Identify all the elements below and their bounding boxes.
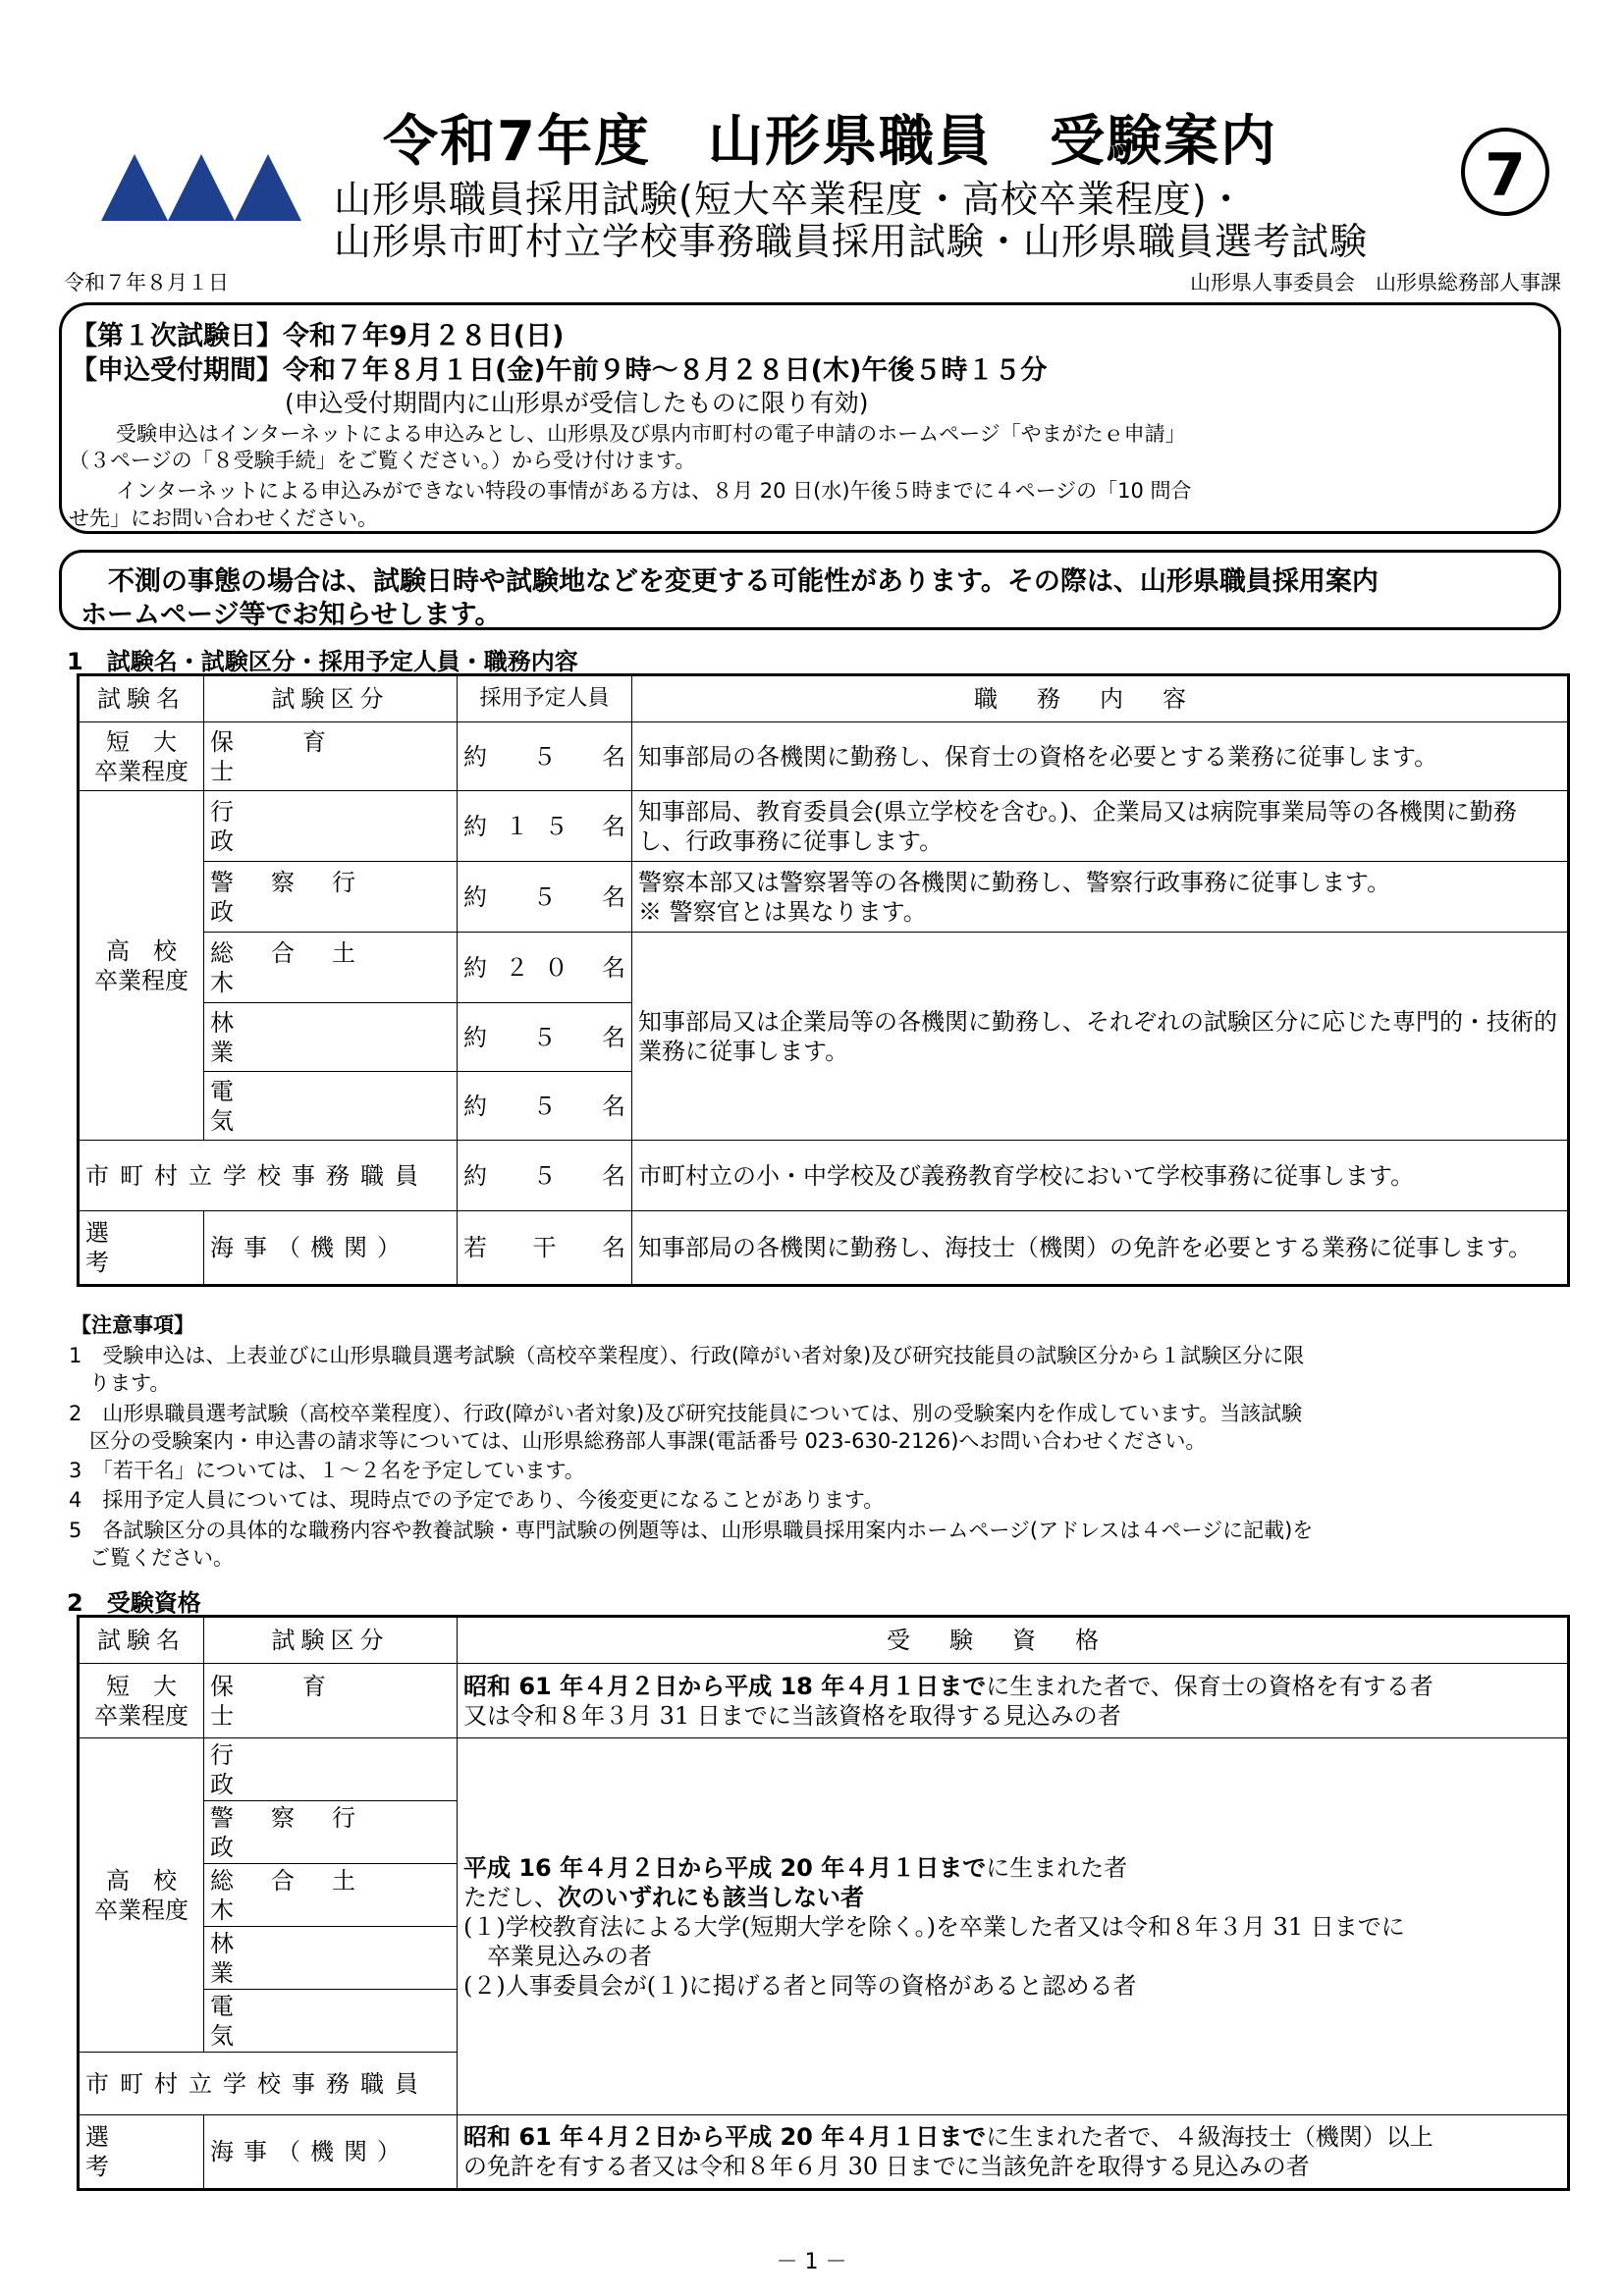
exam-name-tandai [79,722,204,791]
hires-kaiji-num: 干 [532,1234,557,1261]
duty-gyosei: 知事部局、教育委員会(県立学校を含む。)、企業局又は病院事業局等の各機関に勤務し、行政事務に従事します。 [632,791,1569,862]
exam-name-koko-2: 卒業程度 [94,1896,189,1924]
category-keisatsu-text: 警察行政 [210,1803,393,1861]
table-row [79,1141,1569,1211]
qualification-senko-line1 [463,2122,1561,2152]
section-2-heading: 2 受験資格 [67,1589,201,1617]
hires-shichoson-pre: 約 [463,1161,487,1190]
hires-hoikushi [458,722,632,791]
hires-gyosei-pre: 約 [463,812,487,840]
note-line: ご覧ください。 [69,1546,234,1570]
hires-kaiji-post: 名 [602,1234,625,1261]
subtitle-line-2: 山形県市町村立学校事務職員採用試験・山形県職員選考試験 [334,220,1369,263]
qualification-koko-rest: に生まれた者 [986,1853,1128,1882]
hires-keisatsu-post: 名 [602,882,625,911]
hires-denki-pre: 約 [463,1092,487,1120]
col-header-exam-name: 試験名 [79,675,204,722]
category-keisatsu-text: 警察行政 [210,868,393,926]
category-kaiji-text: 海事（機関） [210,1234,410,1261]
application-note: (申込受付期間内に山形県が受信したものに限り有効) [285,389,869,417]
qualification-koko-line2-a: ただし、 [463,1883,558,1911]
col-header-duties: 職務内容 [632,675,1569,722]
section-1-heading: 1 試験名・試験区分・採用予定人員・職務内容 [67,648,578,675]
category-gyosei [204,1738,458,1801]
table-row [79,933,1569,1003]
table-row [79,791,1569,862]
hires-ringyo-pre: 約 [463,1023,487,1051]
hires-hoikushi-wrap [463,742,625,772]
category-shichoson-text: 市町村立学校事務職員 [85,1161,429,1190]
qualification-senko-bold: 昭和 61 年４月２日から平成 20 年４月１日まで [463,2123,987,2151]
exam-name-koko [79,1738,204,2053]
duty-technical: 知事部局又は企業局等の各機関に勤務し、それぞれの試験区分に応じた専門的・技術的業務に従事します。 [632,933,1569,1141]
hires-shichoson-num: ５ [532,1161,557,1190]
exam-name-koko-2: 卒業程度 [94,966,189,994]
hires-denki-num: ５ [532,1092,557,1120]
table-row [79,1738,1569,1801]
hires-kaiji [458,1211,632,1286]
page-title: 令和7年度 山形県職員 受験案内 [383,110,1277,174]
info-text-1: 受験申込はインターネットによる申込みとし、山形県及び県内市町村の電子申請のホームページ「やまがたｅ申請」 [116,422,1186,446]
note-line: 2 山形県職員選考試験（高校卒業程度）、行政(障がい者対象)及び研究技能員については、別の受験案内を作成しています。当該試験 [69,1402,1303,1425]
hires-doboku-post: 名 [602,953,625,982]
category-denki [204,1990,458,2053]
category-denki-text: 電気 [210,1992,412,2050]
category-hoikushi-text: 保育士 [210,1672,395,1730]
hires-keisatsu-pre: 約 [463,882,487,911]
category-doboku [204,933,458,1003]
circled-number-badge: 7 [1461,128,1549,216]
qualification-koko-line4: 卒業見込みの者 [487,1942,652,1970]
col-header-category: 試験区分 [204,675,458,722]
category-denki [204,1072,458,1141]
qualifications-table [77,1615,1570,2191]
notice-line-1: 不測の事態の場合は、試験日時や試験地などを変更する可能性があります。その際は、山形県職員採用案内 [108,566,1379,597]
exam-name-tandai [79,1664,204,1738]
exam-name-koko-1: 高 校 [106,1866,177,1895]
hires-shichoson-post: 名 [602,1161,625,1190]
category-denki-text: 電気 [210,1077,412,1135]
exam-name-senko-text: 選考 [85,2123,162,2180]
duty-kaiji: 知事部局の各機関に勤務し、海技士（機関）の免許を必要とする業務に従事します。 [632,1211,1569,1286]
category-gyosei [204,791,458,862]
qualification-tandai-line1 [463,1672,1561,1701]
hires-gyosei-wrap [463,812,625,841]
note-line: 5 各試験区分の具体的な職務内容や教養試験・専門試験の例題等は、山形県職員採用案内ホームページ(アドレスは４ページに記載)を [69,1519,1314,1542]
category-shichoson [79,1141,458,1211]
category-doboku [204,1864,458,1927]
notes-title: 【注意事項】 [71,1313,194,1337]
table-row [79,1664,1569,1738]
category-shichoson-text: 市町村立学校事務職員 [85,2069,429,2098]
qualification-senko-rest: に生まれた者で、４級海技士（機関）以上 [986,2123,1434,2151]
hires-shichoson [458,1141,632,1211]
category-ringyo [204,1927,458,1990]
hires-ringyo-wrap [463,1023,625,1052]
category-shichoson [79,2053,458,2115]
qualification-koko-line1 [463,1853,1561,1883]
qualification-koko [458,1738,1569,2115]
hires-hoikushi-post: 名 [602,742,625,771]
hires-doboku [458,933,632,1003]
category-kaiji [204,2115,458,2190]
category-hoikushi [204,722,458,791]
exam-name-tandai-1: 短 大 [106,727,177,756]
category-ringyo-text: 林業 [210,1008,412,1066]
hires-hoikushi-num: ５ [532,742,557,771]
qualification-koko-line2-b: 次のいずれにも該当しない者 [558,1883,864,1911]
duty-hoikushi: 知事部局の各機関に勤務し、保育士の資格を必要とする業務に従事します。 [632,722,1569,791]
note-line: 4 採用予定人員については、現時点での予定であり、今後変更になることがあります。 [69,1488,885,1512]
category-gyosei-text: 行政 [210,797,412,855]
table-row [79,1211,1569,1286]
hires-doboku-num: ２０ [505,953,584,982]
category-doboku-text: 総合土木 [210,938,393,996]
table-row [79,722,1569,791]
hires-ringyo-post: 名 [602,1023,625,1051]
application-period: 【申込受付期間】令和７年８月１日(金)午前９時～８月２８日(木)午後５時１５分 [71,355,1048,386]
hires-gyosei-post: 名 [602,812,625,840]
qualification-tandai-rest: に生まれた者で、保育士の資格を有する者 [986,1672,1434,1700]
exam-name-tandai-1: 短 大 [106,1672,177,1700]
exam-name-senko-text: 選考 [85,1219,162,1276]
exam-name-senko [79,1211,204,1286]
hires-ringyo-num: ５ [532,1023,557,1051]
qualification-tandai [458,1664,1569,1738]
hires-kaiji-pre: 若 [463,1234,487,1261]
note-line: ります。 [69,1371,171,1395]
qualification-koko-line2 [463,1883,1561,1912]
exam-name-senko [79,2115,204,2190]
duty-keisatsu-2: ※ 警察官とは異なります。 [638,897,927,926]
hires-kaiji-wrap [463,1233,625,1262]
hires-keisatsu [458,862,632,933]
category-doboku-text: 総合土木 [210,1866,393,1924]
category-kaiji [204,1211,458,1286]
info-text-3: インターネットによる申込みができない特段の事情がある方は、８月 20 日(水)午後５時までに４ページの「10 問合 [116,479,1192,503]
col-header-qualification: 受験資格 [458,1617,1569,1664]
issue-date: 令和７年８月１日 [64,271,229,294]
hires-denki [458,1072,632,1141]
table-row [79,2115,1569,2190]
qualification-koko-bold: 平成 16 年４月２日から平成 20 年４月１日まで [463,1853,987,1882]
issuer: 山形県人事委員会 山形県総務部人事課 [1190,271,1561,294]
qualification-senko [458,2115,1569,2190]
hires-keisatsu-wrap [463,882,625,912]
note-line: 3 「若干名」については、１～２名を予定しています。 [69,1459,585,1482]
page-number: － 1 － [776,2250,847,2274]
hires-denki-wrap [463,1092,625,1121]
hires-doboku-pre: 約 [463,953,487,982]
hires-ringyo [458,1003,632,1072]
note-line: 区分の受験案内・申込書の請求等については、山形県総務部人事課(電話番号 023-630-2126)へお問い合わせください。 [69,1429,1207,1453]
hires-denki-post: 名 [602,1092,625,1120]
duty-shichoson: 市町村立の小・中学校及び義務教育学校において学校事務に従事します。 [632,1141,1569,1211]
table-row [79,862,1569,933]
subtitle-line-1: 山形県職員採用試験(短大卒業程度・高校卒業程度)・ [334,178,1246,221]
category-ringyo-text: 林業 [210,1929,412,1987]
duty-keisatsu-1: 警察本部又は警察署等の各機関に勤務し、警察行政事務に従事します。 [638,868,1391,896]
category-gyosei-text: 行政 [210,1740,412,1798]
notice-line-2: ホームページ等でお知らせします。 [81,600,502,630]
exam-categories-table [77,673,1570,1287]
exam-name-koko [79,791,204,1141]
col-header-category: 試験区分 [204,1617,458,1664]
category-hoikushi [204,1664,458,1738]
col-header-planned-hires: 採用予定人員 [458,675,632,722]
category-kaiji-text: 海事（機関） [210,2138,410,2165]
qualification-tandai-bold: 昭和 61 年４月２日から平成 18 年４月１日まで [463,1672,987,1700]
exam-date: 【第１次試験日】令和７年9月２８日(日) [71,321,565,351]
info-text-2: （３ページの「８受験手続」をご覧ください。）から受け付けます。 [69,449,696,472]
duty-keisatsu [632,862,1569,933]
qualification-koko-line5: (２)人事委員会が(１)に掲げる者と同等の資格があると認める者 [463,1971,1137,2000]
hires-hoikushi-pre: 約 [463,742,487,771]
qualification-tandai-line2: 又は令和８年３月 31 日までに当該資格を取得する見込みの者 [463,1701,1121,1730]
table-header-row [79,1617,1569,1664]
hires-gyosei [458,791,632,862]
category-ringyo [204,1003,458,1072]
yamagata-logo [101,152,302,221]
qualification-senko-line2: の免許を有する者又は令和８年６月 30 日までに当該免許を取得する見込みの者 [463,2153,1310,2180]
col-header-exam-name: 試験名 [79,1617,204,1664]
category-hoikushi-label [210,727,451,786]
qualification-koko-line3: (１)学校教育法による大学(短期大学を除く。)を卒業した者又は令和８年３月 31 日までに [463,1912,1405,1941]
table-header-row [79,675,1569,722]
exam-name-tandai-2: 卒業程度 [94,757,189,785]
hires-doboku-wrap [463,953,625,983]
exam-name-tandai-2: 卒業程度 [94,1701,189,1730]
hires-gyosei-num: １５ [505,812,584,840]
hires-keisatsu-num: ５ [532,882,557,911]
exam-name-koko-1: 高 校 [106,936,177,965]
category-keisatsu [204,1801,458,1864]
info-text-4: せ先」にお問い合わせください。 [69,507,378,530]
note-line: 1 受験申込は、上表並びに山形県職員選考試験（高校卒業程度）、行政(障がい者対象)及び研究技能員の試験区分から１試験区分に限 [69,1344,1305,1367]
category-hoikushi-text: 保育士 [210,727,395,785]
category-keisatsu [204,862,458,933]
hires-shichoson-wrap [463,1161,625,1191]
